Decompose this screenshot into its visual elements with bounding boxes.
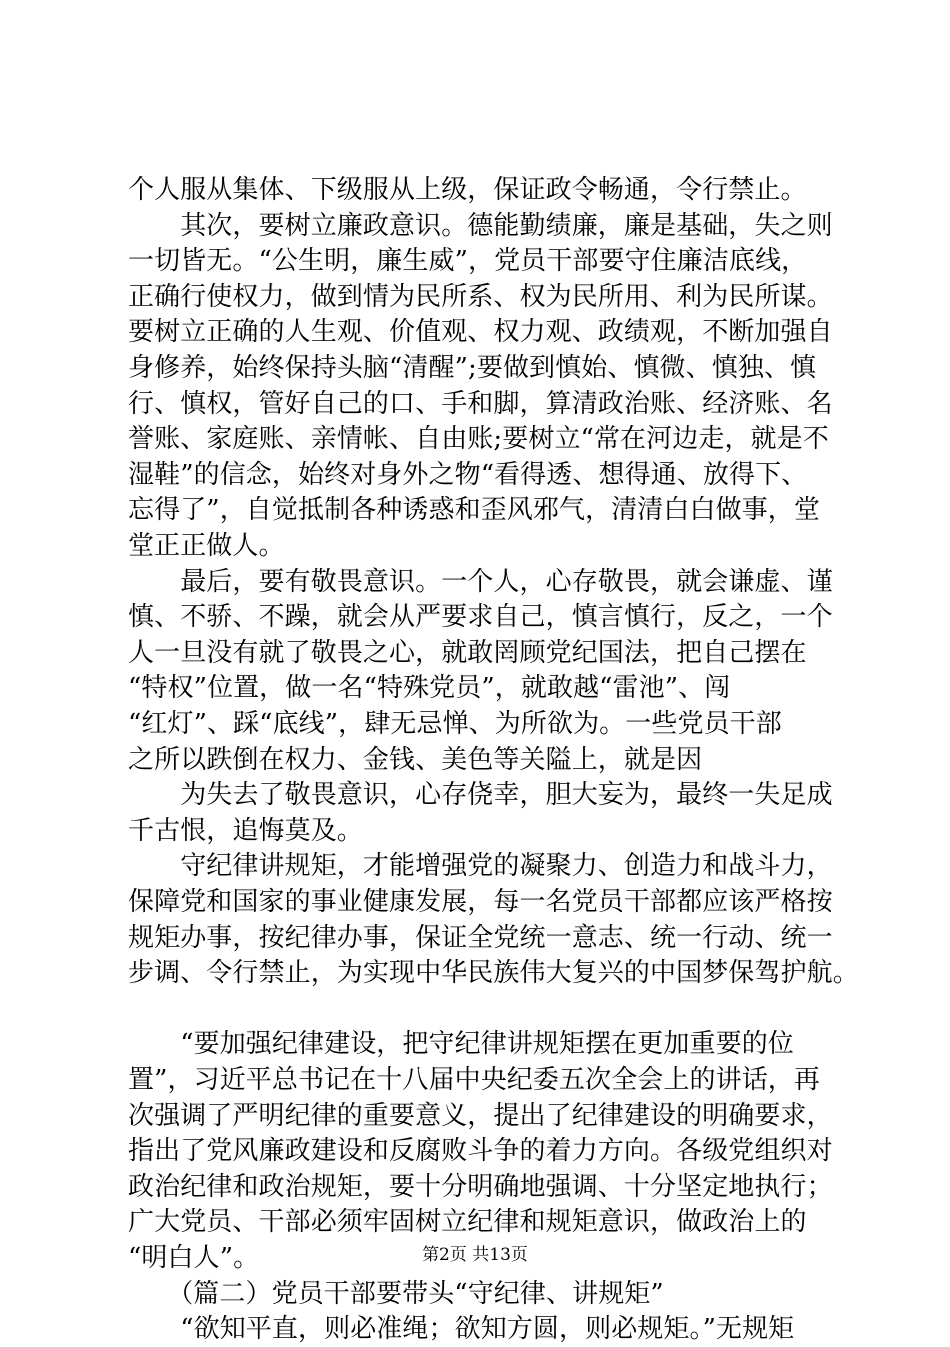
- text-line: “红灯”、踩“底线”，肆无忌惮、为所欲为。一些党员干部: [128, 709, 782, 739]
- text-line: 千古恨，追悔莫及。: [128, 815, 363, 846]
- text-line: 守纪律讲规矩，才能增强党的凝聚力、创造力和战斗力，: [128, 851, 833, 882]
- text-line: 湿鞋”的信念，始终对身外之物“看得透、想得通、放得下、: [128, 459, 808, 490]
- text-line: （篇二）党员干部要带头“守纪律、讲规矩”: [128, 1278, 664, 1309]
- text-line: 指出了党风廉政建设和反腐败斗争的着力方向。各级党组织对: [128, 1136, 833, 1167]
- text-line: 置”，习近平总书记在十八届中央纪委五次全会上的讲话，再: [128, 1065, 820, 1095]
- text-line: “特权”位置，做一名“特殊党员”，就敢越“雷池”、闯: [128, 673, 731, 704]
- text-line: 广大党员、干部必须牢固树立纪律和规矩意识，做政治上的: [128, 1207, 807, 1238]
- text-line: “明白人”。: [128, 1243, 260, 1273]
- text-line: 忘得了”，自觉抵制各种诱惑和歪风邪气，清清白白做事，堂: [128, 495, 820, 526]
- text-line: 人一旦没有就了敬畏之心，就敢罔顾党纪国法，把自己摆在: [128, 637, 807, 668]
- text-line: 誉账、家庭账、亲情帐、自由账;要树立“常在河边走，就是不: [128, 424, 829, 455]
- text-line: 一切皆无。“公生明，廉生威”，党员干部要守住廉洁底线，: [128, 246, 808, 277]
- text-line: [128, 991, 848, 1027]
- text-line: 之所以跌倒在权力、金钱、美色等关隘上，就是因: [128, 744, 703, 775]
- text-line: 保障党和国家的事业健康发展，每一名党员干部都应该严格按: [128, 887, 833, 917]
- text-line: 身修养，始终保持头脑“清醒”;要做到慎始、慎微、慎独、慎: [128, 353, 817, 383]
- text-line: 要树立正确的人生观、价值观、权力观、政绩观，不断加强自: [128, 317, 833, 348]
- text-line: 步调、令行禁止，为实现中华民族伟大复兴的中国梦保驾护航。: [128, 958, 859, 989]
- text-line: 个人服从集体、下级服从上级，保证政令畅通，令行禁止。: [128, 175, 807, 205]
- text-line: 为失去了敬畏意识，心存侥幸，胆大妄为，最终一失足成: [128, 780, 833, 811]
- text-line: 最后，要有敬畏意识。一个人，心存敬畏，就会谦虚、谨: [128, 566, 833, 597]
- text-line: 规矩办事，按纪律办事，保证全党统一意志、统一行动、统一: [128, 922, 833, 953]
- text-line: 正确行使权力，做到情为民所系、权为民所用、利为民所谋。: [128, 281, 833, 312]
- text-line: “要加强纪律建设，把守纪律讲规矩摆在更加重要的位: [128, 1029, 794, 1060]
- text-line: 政治纪律和政治规矩，要十分明确地强调、十分坚定地执行；: [128, 1171, 833, 1202]
- text-line: 其次，要树立廉政意识。德能勤绩廉，廉是基础，失之则: [128, 210, 833, 241]
- text-line: “欲知平直，则必准绳；欲知方圆，则必规矩。”无规矩: [128, 1314, 795, 1345]
- text-line: 慎、不骄、不躁，就会从严要求自己，慎言慎行，反之，一个: [128, 602, 833, 633]
- page-number-footer: 第2页 共13页: [422, 1245, 528, 1265]
- text-line: 行、慎权，管好自己的口、手和脚，算清政治账、经济账、名: [128, 388, 833, 419]
- text-line: 次强调了严明纪律的重要意义，提出了纪律建设的明确要求，: [128, 1100, 833, 1131]
- text-line: 堂正正做人。: [128, 531, 285, 561]
